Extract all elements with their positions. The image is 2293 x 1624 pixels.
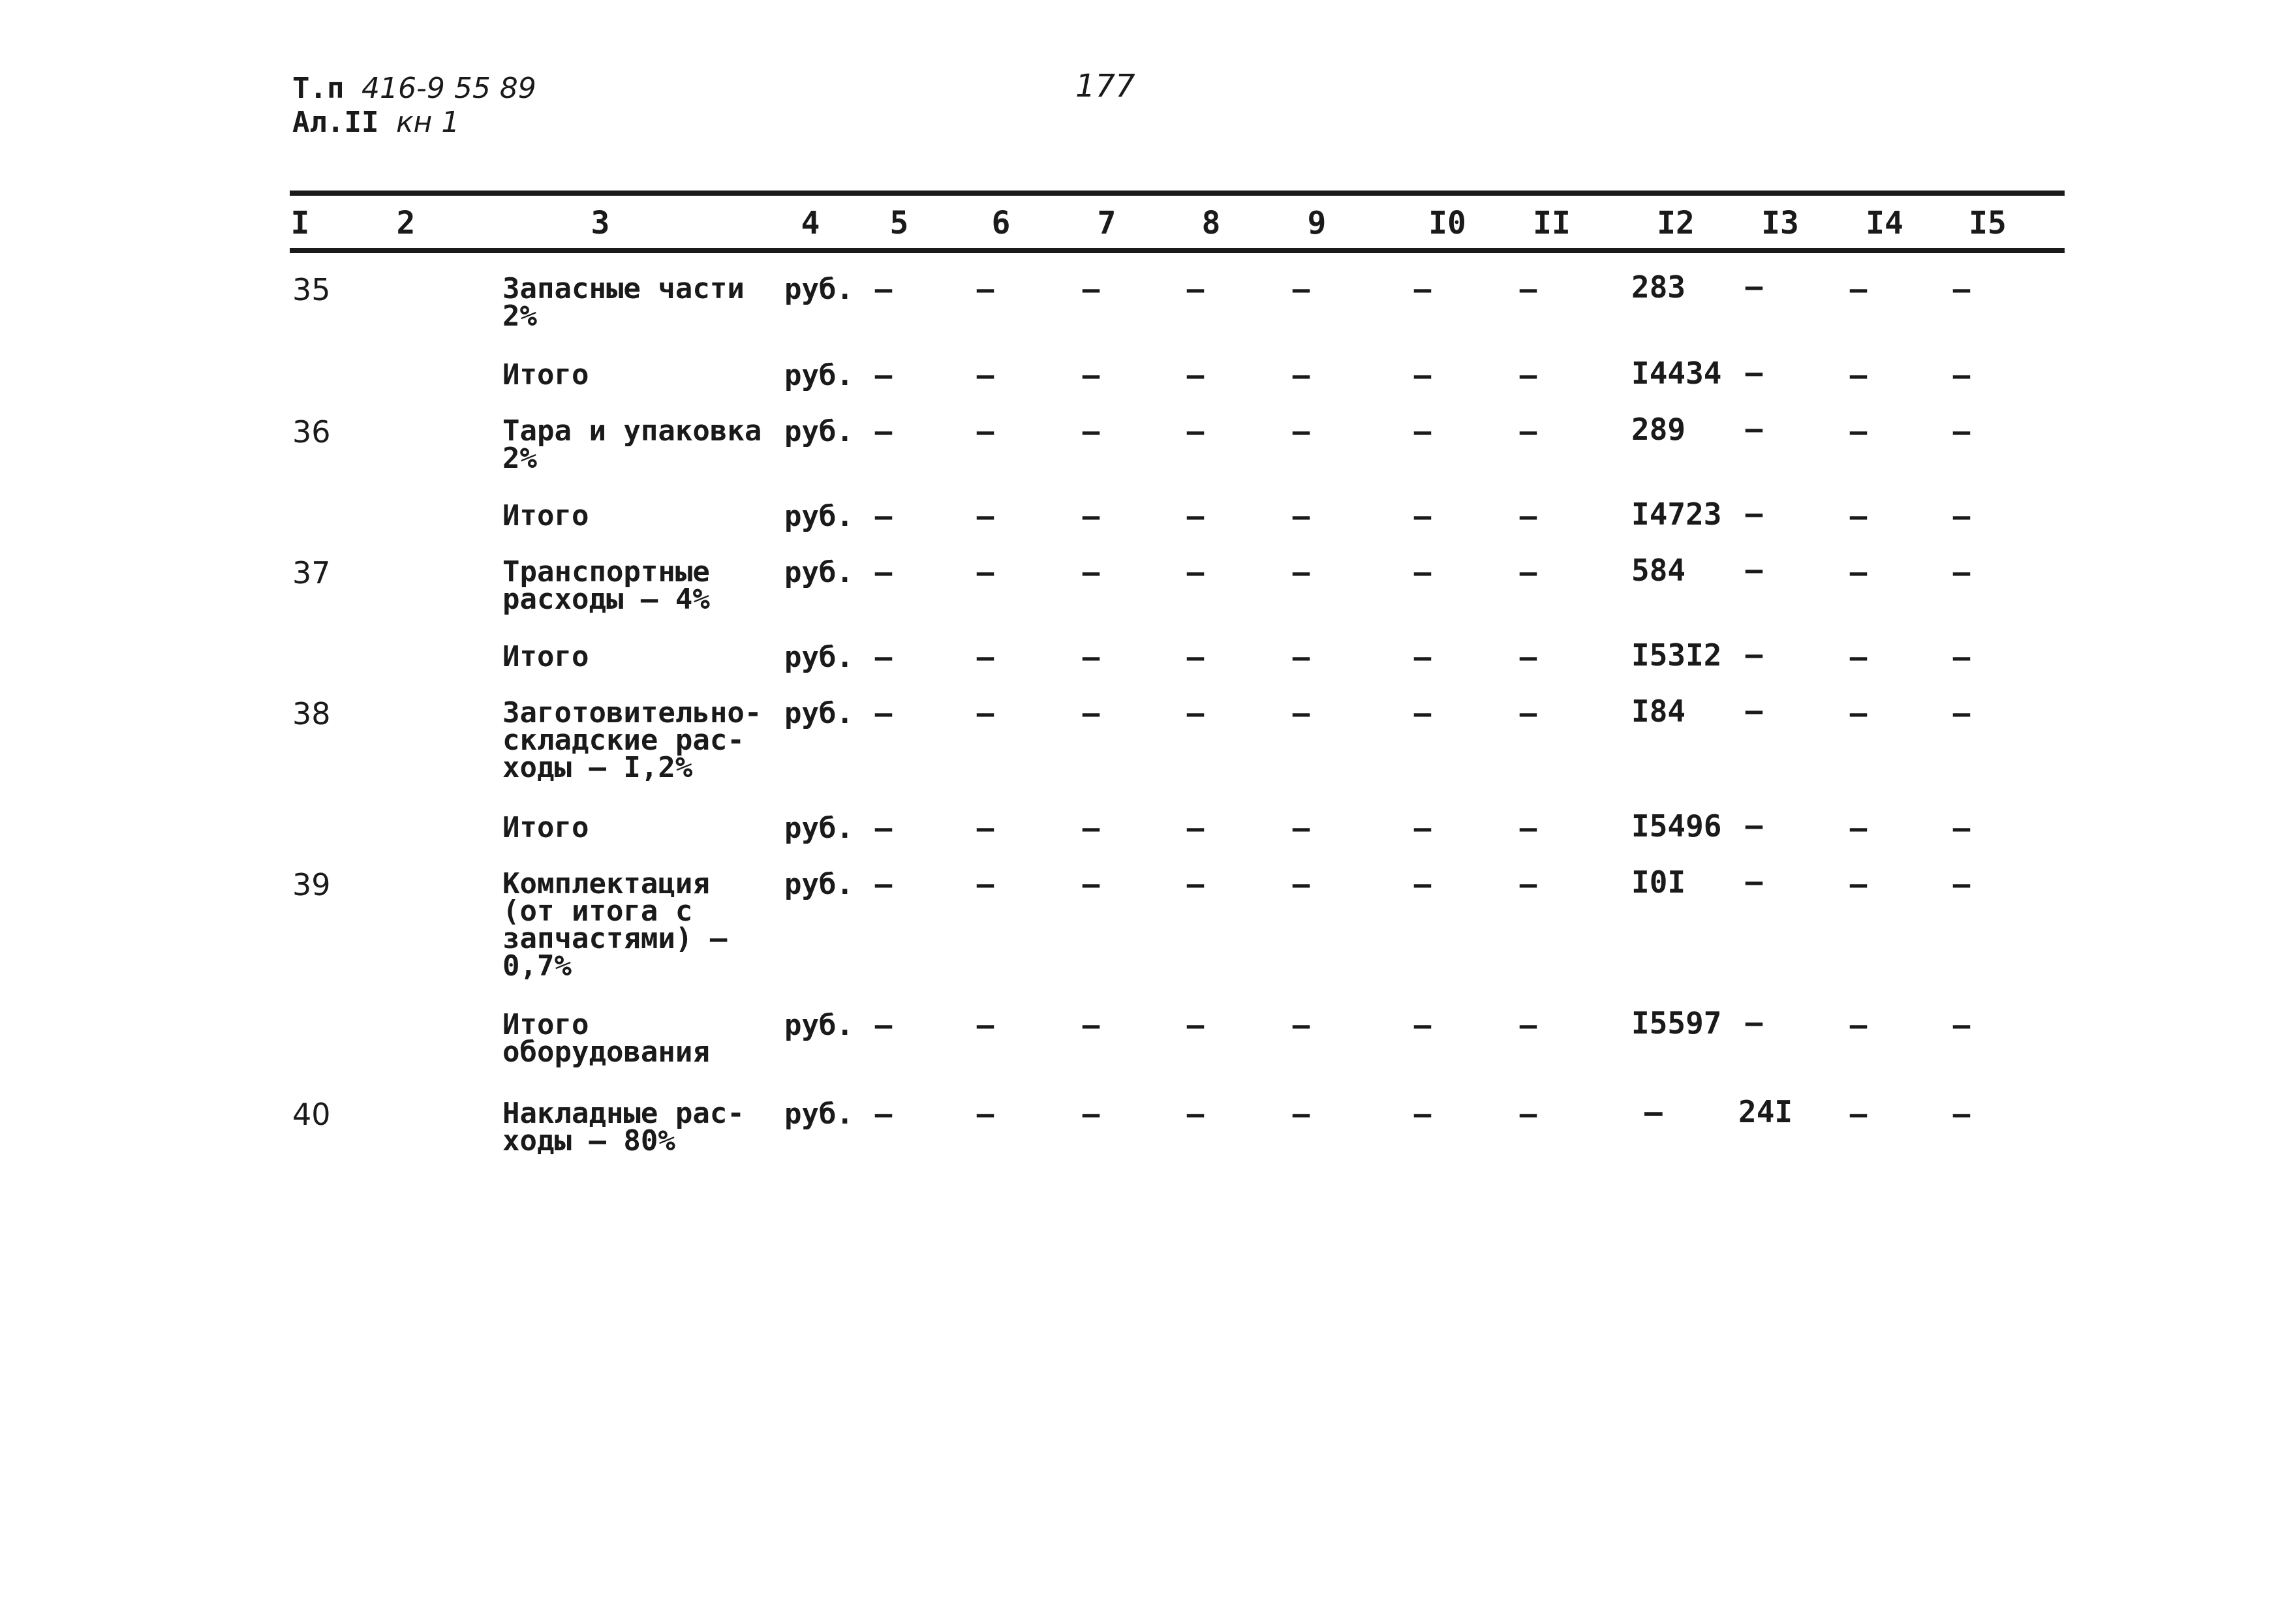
column-header-2: 2 xyxy=(396,205,416,241)
cell-col-11: – xyxy=(1519,812,1537,845)
column-header-1: I xyxy=(290,205,310,241)
cell-col-10: – xyxy=(1413,812,1432,845)
cell-col-12: I53I2 xyxy=(1631,637,1722,673)
cell-col-6: – xyxy=(976,868,994,901)
row-unit: руб. xyxy=(784,641,854,674)
column-header-11: II xyxy=(1533,205,1571,241)
cell-col-7: – xyxy=(1082,415,1100,448)
cell-col-5: – xyxy=(874,359,893,392)
cell-col-5: – xyxy=(874,556,893,589)
cell-col-8: – xyxy=(1186,415,1205,448)
cell-col-7: – xyxy=(1082,812,1100,845)
cell-col-6: – xyxy=(976,415,994,448)
cell-col-6: – xyxy=(976,812,994,845)
cell-col-11: – xyxy=(1519,697,1537,730)
cell-col-9: – xyxy=(1292,273,1310,306)
cell-col-13: – xyxy=(1745,412,1763,446)
cell-col-15: – xyxy=(1952,500,1971,533)
cell-col-10: – xyxy=(1413,273,1432,306)
row-number: 36 xyxy=(292,414,331,450)
row-description: Транспортные расходы – 4% xyxy=(502,555,710,616)
cell-col-10: – xyxy=(1413,415,1432,448)
cell-col-13: 24I xyxy=(1738,1094,1793,1129)
cell-col-8: – xyxy=(1186,697,1205,730)
cell-col-9: – xyxy=(1292,556,1310,589)
cell-col-7: – xyxy=(1082,273,1100,306)
cell-col-7: – xyxy=(1082,500,1100,533)
cell-col-5: – xyxy=(874,415,893,448)
cell-col-14: – xyxy=(1849,697,1868,730)
row-number: 39 xyxy=(292,867,331,902)
cell-col-15: – xyxy=(1952,556,1971,589)
cell-col-8: – xyxy=(1186,1009,1205,1042)
cell-col-5: – xyxy=(874,500,893,533)
cell-col-10: – xyxy=(1413,868,1432,901)
row-unit: руб. xyxy=(784,556,854,589)
cell-col-5: – xyxy=(874,273,893,306)
album-reference-printed: Ал.II xyxy=(292,106,379,139)
cell-col-15: – xyxy=(1952,1097,1971,1131)
column-header-4: 4 xyxy=(801,205,820,241)
cell-col-9: – xyxy=(1292,868,1310,901)
cell-col-7: – xyxy=(1082,1097,1100,1131)
cell-col-9: – xyxy=(1292,359,1310,392)
document-reference-printed: Т.п xyxy=(292,72,345,105)
column-header-3: 3 xyxy=(591,205,610,241)
cell-col-14: – xyxy=(1849,1009,1868,1042)
column-header-10: I0 xyxy=(1428,205,1466,241)
cell-col-13: – xyxy=(1745,497,1763,530)
cell-col-12: 289 xyxy=(1631,412,1686,447)
cell-col-8: – xyxy=(1186,812,1205,845)
row-description: Комплектация (от итога с запчастями) – 0,7% xyxy=(502,867,728,983)
cell-col-9: – xyxy=(1292,697,1310,730)
cell-col-6: – xyxy=(976,641,994,674)
cell-col-6: – xyxy=(976,273,994,306)
cell-col-11: – xyxy=(1519,1097,1537,1131)
cell-col-7: – xyxy=(1082,641,1100,674)
row-unit: руб. xyxy=(784,1097,854,1131)
album-reference xyxy=(292,107,459,138)
cell-col-6: – xyxy=(976,1097,994,1131)
cell-col-13: – xyxy=(1745,865,1763,898)
cell-col-7: – xyxy=(1082,868,1100,901)
cell-col-11: – xyxy=(1519,273,1537,306)
cell-col-10: – xyxy=(1413,641,1432,674)
cell-col-14: – xyxy=(1849,812,1868,845)
cell-col-7: – xyxy=(1082,1009,1100,1042)
cell-col-6: – xyxy=(976,697,994,730)
cell-col-15: – xyxy=(1952,273,1971,306)
row-number: 40 xyxy=(292,1097,331,1132)
column-header-13: I3 xyxy=(1761,205,1799,241)
cell-col-5: – xyxy=(874,812,893,845)
row-description: Итого xyxy=(502,499,589,532)
cell-col-15: – xyxy=(1952,641,1971,674)
row-unit: руб. xyxy=(784,500,854,533)
cell-col-9: – xyxy=(1292,641,1310,674)
column-header-5: 5 xyxy=(889,205,909,241)
column-header-14: I4 xyxy=(1866,205,1903,241)
cell-col-5: – xyxy=(874,1097,893,1131)
cell-col-14: – xyxy=(1849,1097,1868,1131)
cell-col-12: – xyxy=(1644,1094,1663,1129)
cell-col-12: 584 xyxy=(1631,553,1686,588)
cell-col-15: – xyxy=(1952,697,1971,730)
cell-col-10: – xyxy=(1413,697,1432,730)
cell-col-6: – xyxy=(976,1009,994,1042)
cell-col-11: – xyxy=(1519,1009,1537,1042)
cell-col-10: – xyxy=(1413,1097,1432,1131)
column-header-7: 7 xyxy=(1097,205,1116,241)
cell-col-15: – xyxy=(1952,812,1971,845)
cell-col-10: – xyxy=(1413,359,1432,392)
cell-col-12: I5496 xyxy=(1631,808,1722,844)
row-description: Заготовительно- складские рас- ходы – I,2% xyxy=(502,696,762,784)
column-header-9: 9 xyxy=(1307,205,1327,241)
cell-col-10: – xyxy=(1413,500,1432,533)
cell-col-7: – xyxy=(1082,359,1100,392)
cell-col-9: – xyxy=(1292,415,1310,448)
cell-col-12: I4434 xyxy=(1631,356,1722,391)
cell-col-11: – xyxy=(1519,868,1537,901)
cell-col-15: – xyxy=(1952,415,1971,448)
cell-col-9: – xyxy=(1292,1097,1310,1131)
album-reference-handwritten: кн 1 xyxy=(395,106,460,139)
column-header-6: 6 xyxy=(991,205,1011,241)
row-unit: руб. xyxy=(784,415,854,448)
row-number: 35 xyxy=(292,272,331,307)
column-header-12: I2 xyxy=(1657,205,1695,241)
row-description: Тара и упаковка 2% xyxy=(502,414,762,475)
cell-col-14: – xyxy=(1849,868,1868,901)
cell-col-13: – xyxy=(1745,553,1763,587)
cell-col-6: – xyxy=(976,359,994,392)
cell-col-11: – xyxy=(1519,500,1537,533)
cell-col-8: – xyxy=(1186,273,1205,306)
row-description: Накладные рас- ходы – 80% xyxy=(502,1097,745,1157)
cell-col-6: – xyxy=(976,500,994,533)
cell-col-9: – xyxy=(1292,1009,1310,1042)
row-number: 37 xyxy=(292,555,331,590)
cell-col-14: – xyxy=(1849,273,1868,306)
row-number: 38 xyxy=(292,696,331,731)
cell-col-7: – xyxy=(1082,556,1100,589)
cell-col-5: – xyxy=(874,697,893,730)
column-header-8: 8 xyxy=(1201,205,1221,241)
cell-col-14: – xyxy=(1849,415,1868,448)
cell-col-5: – xyxy=(874,1009,893,1042)
cell-col-10: – xyxy=(1413,556,1432,589)
cell-col-7: – xyxy=(1082,697,1100,730)
cell-col-15: – xyxy=(1952,1009,1971,1042)
cell-col-14: – xyxy=(1849,556,1868,589)
cell-col-14: – xyxy=(1849,641,1868,674)
row-description: Итого xyxy=(502,640,589,673)
row-unit: руб. xyxy=(784,868,854,901)
cell-col-11: – xyxy=(1519,359,1537,392)
cell-col-15: – xyxy=(1952,359,1971,392)
column-header-15: I5 xyxy=(1969,205,2007,241)
table-header-rule xyxy=(290,248,2065,253)
row-description: Итого xyxy=(502,358,589,391)
cell-col-5: – xyxy=(874,868,893,901)
cell-col-8: – xyxy=(1186,641,1205,674)
cell-col-12: I84 xyxy=(1631,694,1686,729)
row-description: Запасные части 2% xyxy=(502,272,745,333)
table-top-rule xyxy=(290,191,2065,196)
row-unit: руб. xyxy=(784,697,854,730)
cell-col-13: – xyxy=(1745,1006,1763,1039)
cell-col-12: I4723 xyxy=(1631,497,1722,532)
cell-col-9: – xyxy=(1292,500,1310,533)
row-unit: руб. xyxy=(784,1009,854,1042)
cell-col-14: – xyxy=(1849,500,1868,533)
cell-col-8: – xyxy=(1186,359,1205,392)
cell-col-12: 283 xyxy=(1631,269,1686,305)
cell-col-8: – xyxy=(1186,556,1205,589)
cell-col-10: – xyxy=(1413,1009,1432,1042)
cell-col-13: – xyxy=(1745,694,1763,728)
cell-col-9: – xyxy=(1292,812,1310,845)
row-description: Итого xyxy=(502,811,589,844)
document-reference xyxy=(292,73,536,104)
cell-col-11: – xyxy=(1519,556,1537,589)
row-description: Итого оборудования xyxy=(502,1008,710,1069)
cell-col-5: – xyxy=(874,641,893,674)
row-unit: руб. xyxy=(784,273,854,306)
cell-col-11: – xyxy=(1519,641,1537,674)
cell-col-8: – xyxy=(1186,1097,1205,1131)
cell-col-13: – xyxy=(1745,270,1763,303)
document-reference-handwritten: 416-9 55 89 xyxy=(361,72,536,105)
cell-col-6: – xyxy=(976,556,994,589)
cell-col-13: – xyxy=(1745,809,1763,842)
cell-col-13: – xyxy=(1745,638,1763,671)
cell-col-8: – xyxy=(1186,500,1205,533)
page-number: 177 xyxy=(1075,68,1135,104)
cell-col-15: – xyxy=(1952,868,1971,901)
cell-col-13: – xyxy=(1745,356,1763,390)
cell-col-12: I0I xyxy=(1631,865,1686,900)
row-unit: руб. xyxy=(784,359,854,392)
row-unit: руб. xyxy=(784,812,854,845)
cell-col-8: – xyxy=(1186,868,1205,901)
cell-col-11: – xyxy=(1519,415,1537,448)
cell-col-12: I5597 xyxy=(1631,1005,1722,1041)
cell-col-14: – xyxy=(1849,359,1868,392)
